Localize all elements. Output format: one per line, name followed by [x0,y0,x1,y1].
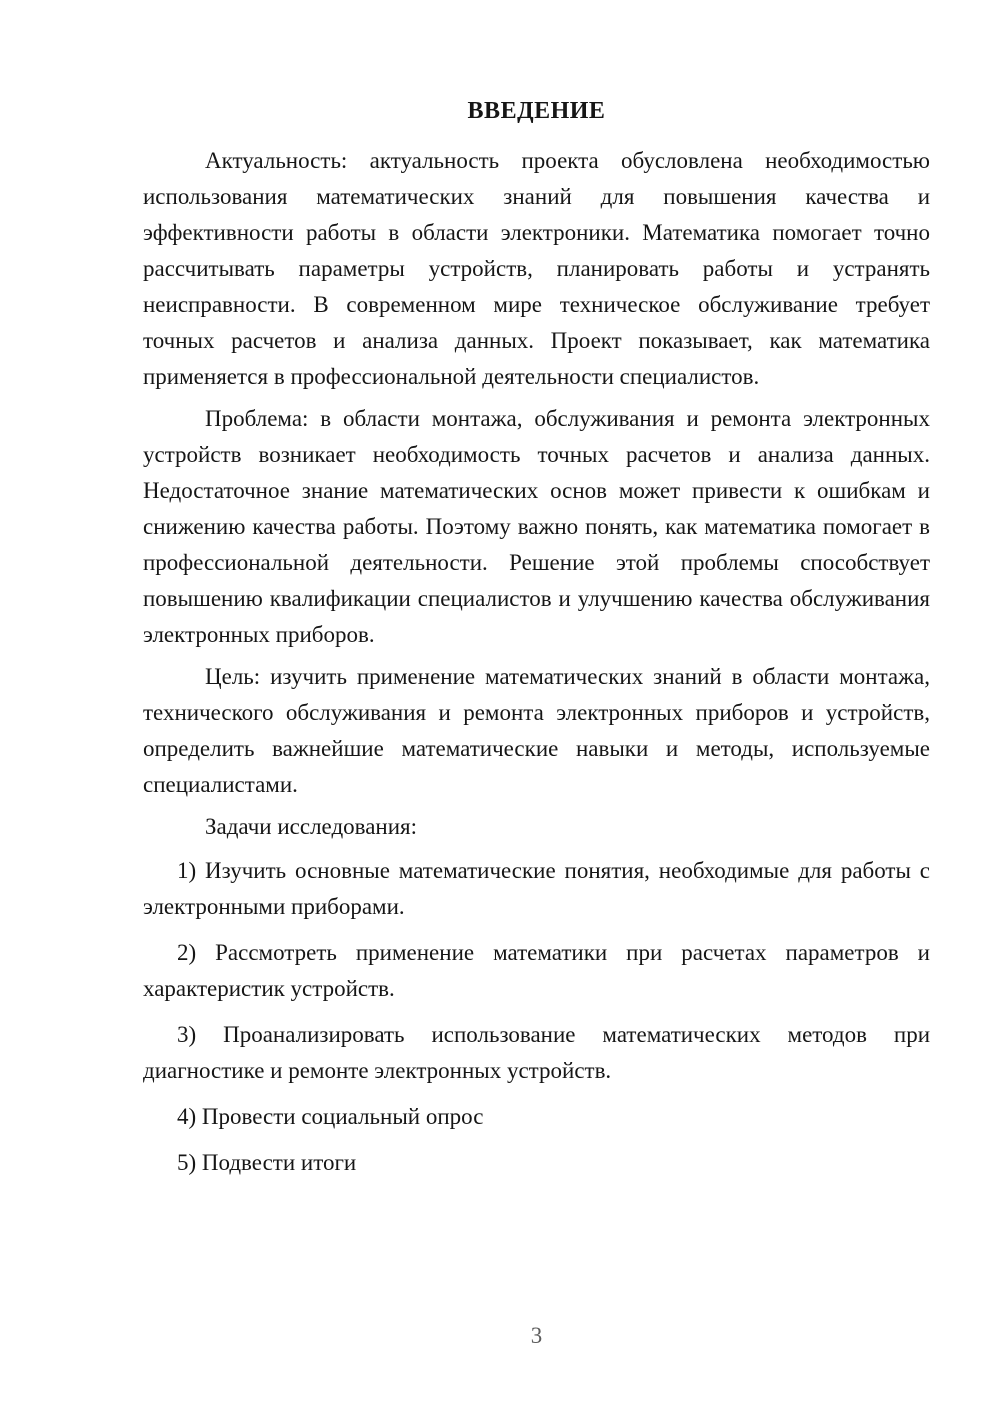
paragraph-problem: Проблема: в области монтажа, обслуживания и ремонта электронных устройств возникает необходимость точных расчетов и анализа данных. Недостаточное знание математических основ может привести к ошибкам и снижению качества работы. Поэтому важно понять, как математика помогает в профессиональной деятельности. Решение этой проблемы способствует повышению квалификации специалистов и улучшению качества обслуживания электронных приборов. [143,406,930,647]
tasks-heading: Задачи исследования: [205,814,418,839]
task-item-3: 3) Проанализировать использование математических методов при диагностике и ремонте электронных устройств. [143,1022,930,1083]
document-body [143,93,930,1191]
page-number: 3 [530,1323,543,1348]
task-item-4: 4) Провести социальный опрос [177,1104,484,1129]
task-item-1: 1) Изучить основные математические понятия, необходимые для работы с электронными приборами. [143,858,930,919]
page-title: ВВЕДЕНИЕ [467,98,606,124]
paragraph-goal: Цель: изучить применение математических знаний в области монтажа, технического обслуживания и ремонта электронных приборов и устройств, определить важнейшие математические навыки и методы, используемые специалистами. [143,664,930,797]
task-item-2: 2) Рассмотреть применение математики при расчетах параметров и характеристик устройств. [143,940,930,1001]
task-item-5: 5) Подвести итоги [177,1150,357,1175]
paragraph-relevance: Актуальность: актуальность проекта обусловлена необходимостью использования математических знаний для повышения качества и эффективности работы в области электроники. Математика помогает точно рассчитывать параметры устройств, планировать работы и устранять неисправности. В современном мире техническое обслуживание требует точных расчетов и анализа данных. Проект показывает, как математика применяется в профессиональной деятельности специалистов. [143,148,930,389]
